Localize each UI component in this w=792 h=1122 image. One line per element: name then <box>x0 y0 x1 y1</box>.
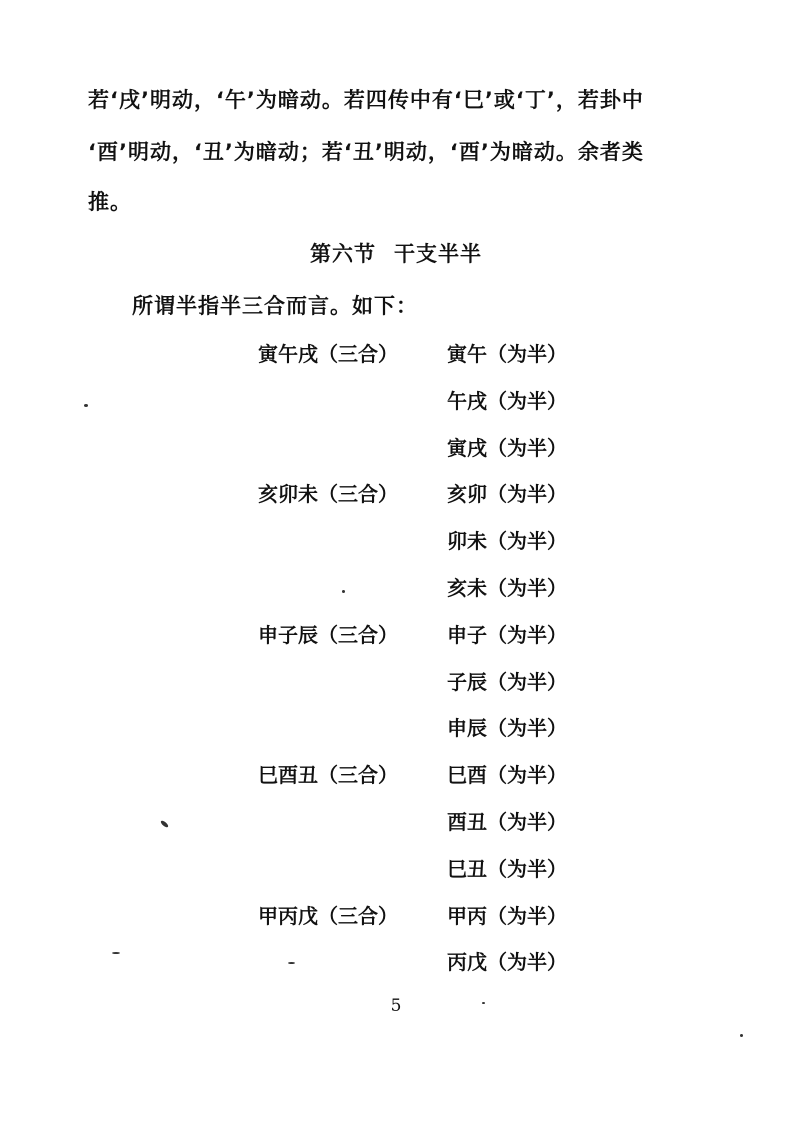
section-number: 第六节 <box>310 242 376 266</box>
combination-row <box>0 900 792 930</box>
combination-row <box>0 572 792 602</box>
pair-label: 卯未（为半） <box>447 529 567 553</box>
pair-label: 巳丑（为半） <box>447 857 567 881</box>
group-label: 亥卯未（三合） <box>258 482 398 506</box>
combination-row <box>0 338 792 368</box>
group-label: 巳酉丑（三合） <box>258 763 398 787</box>
combination-row <box>0 712 792 742</box>
group-label: 寅午戌（三合） <box>258 342 398 366</box>
pair-label: 丙戊（为半） <box>447 950 567 974</box>
section-title: 干支半半 <box>394 242 482 266</box>
pair-label: 酉丑（为半） <box>447 810 567 834</box>
intro-text: 所谓半指半三合而言。如下： <box>132 294 418 318</box>
group-label: 甲丙戊（三合） <box>258 904 398 928</box>
pair-label: 寅午（为半） <box>447 342 567 366</box>
combination-row <box>0 432 792 462</box>
pair-label: 亥卯（为半） <box>447 482 567 506</box>
paragraph-line: 推。 <box>88 190 132 214</box>
pair-label: 亥未（为半） <box>447 576 567 600</box>
scan-speck <box>288 962 295 964</box>
paragraph-line: 若‘戌’明动，‘午’为暗动。若四传中有‘巳’或‘丁’，若卦中 <box>88 88 644 112</box>
scan-speck <box>342 590 345 593</box>
combination-row <box>0 806 792 836</box>
pair-label: 巳酉（为半） <box>447 763 567 787</box>
pair-label: 子辰（为半） <box>447 670 567 694</box>
scan-speck <box>84 404 88 407</box>
pair-label: 寅戌（为半） <box>447 436 567 460</box>
scan-speck <box>482 1002 485 1004</box>
paragraph-line: ‘酉’明动，‘丑’为暗动；若‘丑’明动，‘酉’为暗动。余者类 <box>88 140 644 164</box>
combination-row <box>0 478 792 508</box>
combination-row <box>0 759 792 789</box>
combination-row <box>0 525 792 555</box>
combination-row <box>0 619 792 649</box>
pair-label: 申子（为半） <box>447 623 567 647</box>
pair-label: 午戌（为半） <box>447 389 567 413</box>
scan-speck <box>112 952 120 954</box>
page-number: 5 <box>390 996 402 1016</box>
pair-label: 申辰（为半） <box>447 716 567 740</box>
section-heading <box>0 238 792 268</box>
combination-row <box>0 853 792 883</box>
combination-row <box>0 666 792 696</box>
combination-row <box>0 946 792 976</box>
group-label: 申子辰（三合） <box>258 623 398 647</box>
combination-row <box>0 385 792 415</box>
pair-label: 甲丙（为半） <box>447 904 567 928</box>
scan-speck <box>740 1034 743 1037</box>
